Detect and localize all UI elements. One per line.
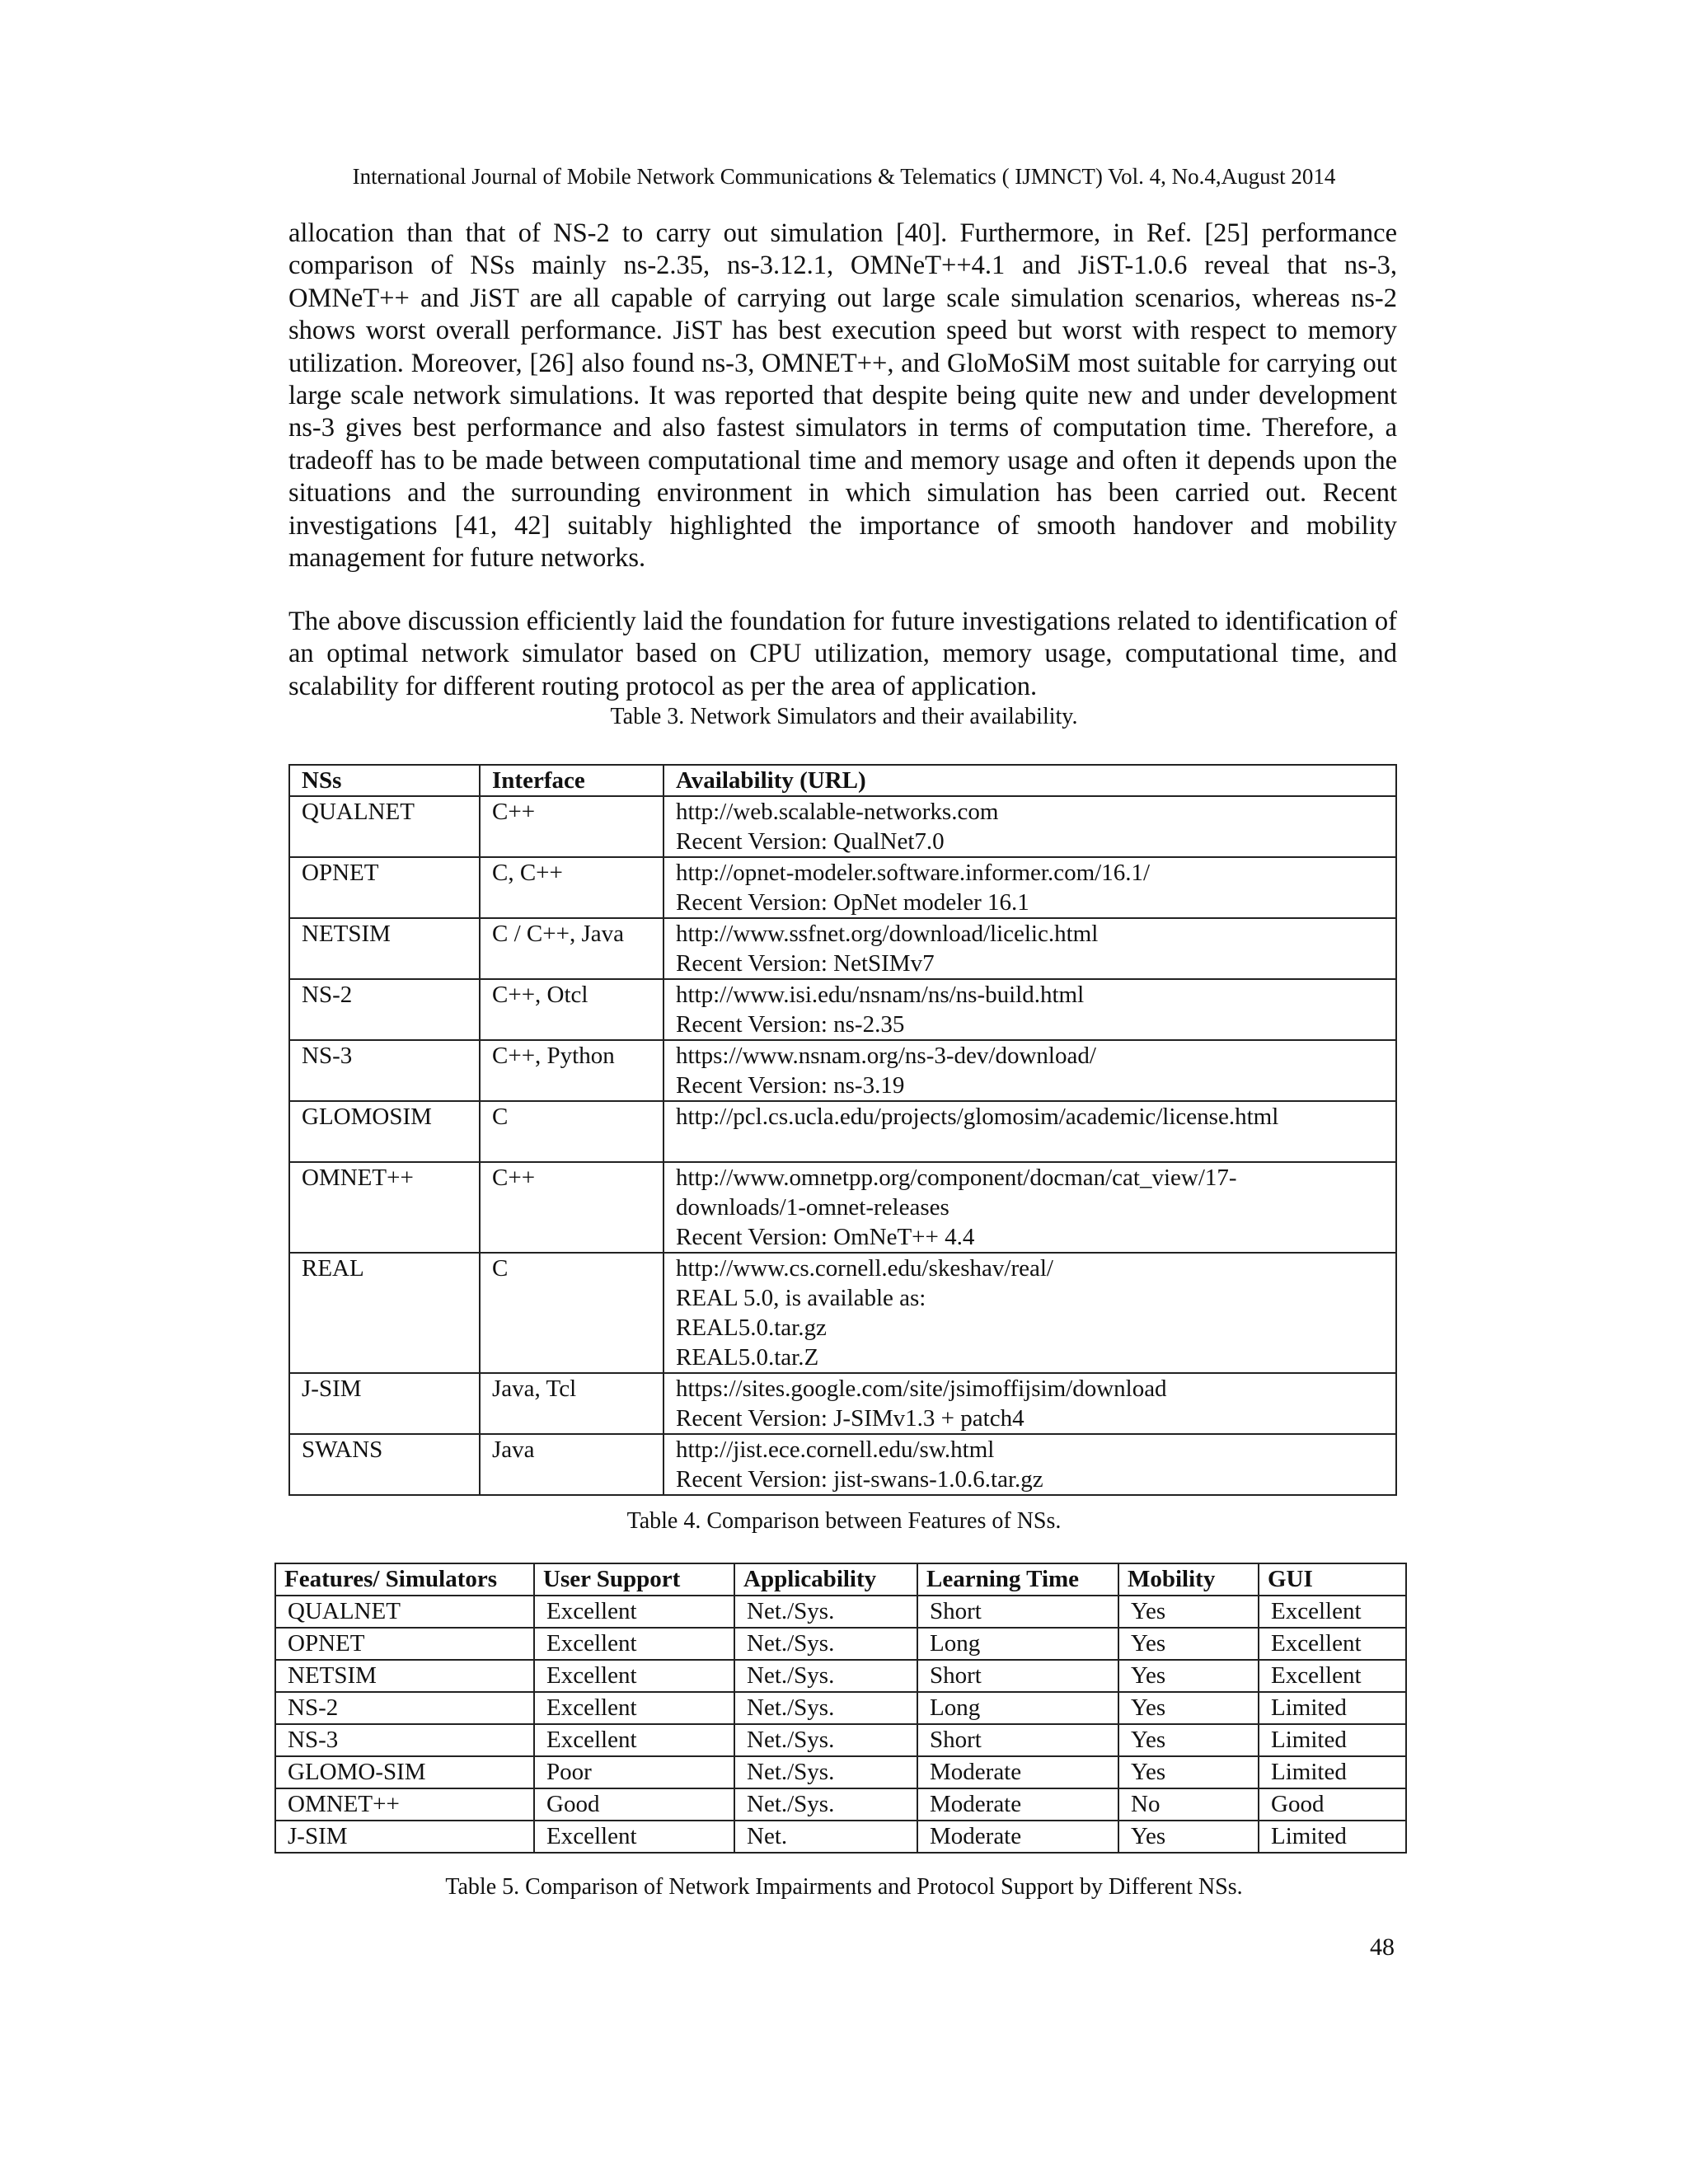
learning-time-cell: Long — [917, 1628, 1118, 1660]
availability-cell — [663, 1101, 1396, 1162]
interface-cell: C++ — [480, 796, 663, 857]
mobility-cell: Yes — [1118, 1692, 1259, 1724]
simulator-cell: NS-2 — [275, 1692, 534, 1724]
applicability-cell: Net./Sys. — [734, 1660, 917, 1692]
table4-caption: Table 4. Comparison between Features of NSs. — [626, 1508, 1062, 1534]
simulator-name-cell: OMNET++ — [289, 1162, 480, 1253]
availability-line: REAL 5.0, is available as: — [676, 1285, 926, 1311]
availability-line: http://www.isi.edu/nsnam/ns/ns-build.html — [676, 982, 1085, 1008]
interface-cell: C++ — [480, 1162, 663, 1253]
table4-header-learning-time: Learning Time — [917, 1563, 1118, 1596]
table4-row — [275, 1596, 1406, 1628]
availability-cell — [663, 1253, 1396, 1373]
table4-row — [275, 1724, 1406, 1756]
user-support-cell: Excellent — [534, 1596, 734, 1628]
table4-header-features: Features/ Simulators — [275, 1563, 534, 1596]
simulator-cell: QUALNET — [275, 1596, 534, 1628]
table3-header-ns: NSs — [289, 765, 480, 796]
interface-cell: C++, Otcl — [480, 979, 663, 1040]
table3-caption: Table 3. Network Simulators and their availability. — [610, 704, 1078, 729]
availability-cell — [663, 979, 1396, 1040]
learning-time-cell: Moderate — [917, 1821, 1118, 1853]
simulator-name-cell: NS-3 — [289, 1040, 480, 1101]
applicability-cell: Net./Sys. — [734, 1756, 917, 1788]
table4-row — [275, 1756, 1406, 1788]
table3-row — [289, 1434, 1396, 1495]
user-support-cell: Excellent — [534, 1660, 734, 1692]
availability-line: http://www.ssfnet.org/download/licelic.html — [676, 921, 1099, 947]
availability-line: Recent Version: OpNet modeler 16.1 — [676, 889, 1029, 916]
simulator-cell: OMNET++ — [275, 1788, 534, 1821]
interface-cell: C — [480, 1253, 663, 1373]
applicability-cell: Net. — [734, 1821, 917, 1853]
gui-cell: Limited — [1259, 1724, 1406, 1756]
user-support-cell: Excellent — [534, 1628, 734, 1660]
availability-line: Recent Version: jist-swans-1.0.6.tar.gz — [676, 1466, 1043, 1493]
availability-line: Recent Version: ns-3.19 — [676, 1072, 905, 1099]
availability-line: Recent Version: QualNet7.0 — [676, 828, 945, 855]
simulator-cell: NETSIM — [275, 1660, 534, 1692]
simulator-cell: NS-3 — [275, 1724, 534, 1756]
mobility-cell: Yes — [1118, 1724, 1259, 1756]
simulator-name-cell: NETSIM — [289, 918, 480, 979]
gui-cell: Excellent — [1259, 1596, 1406, 1628]
availability-cell — [663, 796, 1396, 857]
availability-line: Recent Version: ns-2.35 — [676, 1011, 905, 1038]
mobility-cell: No — [1118, 1788, 1259, 1821]
table4-row — [275, 1692, 1406, 1724]
user-support-cell: Good — [534, 1788, 734, 1821]
table3-row — [289, 979, 1396, 1040]
availability-cell — [663, 857, 1396, 918]
mobility-cell: Yes — [1118, 1660, 1259, 1692]
gui-cell: Excellent — [1259, 1628, 1406, 1660]
availability-line: http://jist.ece.cornell.edu/sw.html — [676, 1436, 995, 1463]
availability-line: https://sites.google.com/site/jsimoffijsim/download — [676, 1376, 1167, 1402]
user-support-cell: Poor — [534, 1756, 734, 1788]
table4-row — [275, 1628, 1406, 1660]
table4-row — [275, 1821, 1406, 1853]
table3-header-row — [289, 765, 1396, 796]
learning-time-cell: Short — [917, 1724, 1118, 1756]
body-paragraph-1: allocation than that of NS-2 to carry out simulation [40]. Furthermore, in Ref. [25] performance comparison of NSs mainly ns-2.35, ns-3.12.1, OMNeT++4.1 and JiST-1.0.6 reveal that ns-3, OMNeT++ and JiST are all capable of carrying out large scale simulation scenarios, whereas ns-2 shows worst overall performance. JiST has best execution speed but worst with respect to memory utilization. Moreover, [26] also found ns-3, OMNET++, and GloMoSiM most suitable for carrying out large scale network simulations. It was reported that despite being quite new and under development ns-3 gives best performance and also fastest simulators in terms of computation time. Therefore, a tradeoff has to be made between computational time and memory usage and often it depends upon the situations and the surrounding environment in which simulation has been carried out. Recent investigations [41, 42] suitably highlighted the importance of smooth handover and mobility management for future networks. — [288, 218, 1397, 574]
interface-cell: C, C++ — [480, 857, 663, 918]
gui-cell: Limited — [1259, 1821, 1406, 1853]
simulator-name-cell: J-SIM — [289, 1373, 480, 1434]
table5-caption: Table 5. Comparison of Network Impairments and Protocol Support by Different NSs. — [445, 1874, 1243, 1900]
table4-header-gui: GUI — [1259, 1563, 1406, 1596]
availability-line: http://pcl.cs.ucla.edu/projects/glomosim/academic/license.html — [676, 1104, 1279, 1130]
availability-cell — [663, 1373, 1396, 1434]
availability-line: Recent Version: OmNeT++ 4.4 — [676, 1224, 975, 1250]
table3-row — [289, 1253, 1396, 1373]
table3-network-simulators — [288, 764, 1397, 1496]
simulator-name-cell: NS-2 — [289, 979, 480, 1040]
learning-time-cell: Moderate — [917, 1788, 1118, 1821]
gui-cell: Good — [1259, 1788, 1406, 1821]
applicability-cell: Net./Sys. — [734, 1596, 917, 1628]
user-support-cell: Excellent — [534, 1724, 734, 1756]
gui-cell: Excellent — [1259, 1660, 1406, 1692]
learning-time-cell: Long — [917, 1692, 1118, 1724]
learning-time-cell: Moderate — [917, 1756, 1118, 1788]
interface-cell: C — [480, 1101, 663, 1162]
table4-header-row — [275, 1563, 1406, 1596]
table3-row — [289, 918, 1396, 979]
simulator-name-cell: QUALNET — [289, 796, 480, 857]
availability-line: REAL5.0.tar.gz — [676, 1315, 827, 1341]
table3-row — [289, 1101, 1396, 1162]
gui-cell: Limited — [1259, 1692, 1406, 1724]
table4-header-user-support: User Support — [534, 1563, 734, 1596]
mobility-cell: Yes — [1118, 1821, 1259, 1853]
body-paragraph-2: The above discussion efficiently laid the foundation for future investigations related to identification of an optimal network simulator based on CPU utilization, memory usage, computational time, and scalability for different routing protocol as per the area of application. — [288, 607, 1397, 701]
applicability-cell: Net./Sys. — [734, 1788, 917, 1821]
interface-cell: C / C++, Java — [480, 918, 663, 979]
table4-header-applicability: Applicability — [734, 1563, 917, 1596]
applicability-cell: Net./Sys. — [734, 1692, 917, 1724]
availability-line — [676, 1132, 1390, 1161]
interface-cell: C++, Python — [480, 1040, 663, 1101]
table4-header-mobility: Mobility — [1118, 1563, 1259, 1596]
table3-header-interface: Interface — [480, 765, 663, 796]
availability-line: Recent Version: J-SIMv1.3 + patch4 — [676, 1405, 1025, 1432]
table3-row — [289, 1373, 1396, 1434]
applicability-cell: Net./Sys. — [734, 1724, 917, 1756]
journal-header: International Journal of Mobile Network Communications & Telematics ( IJMNCT) Vol. 4, No.4,August 2014 — [352, 164, 1336, 189]
availability-line: http://www.omnetpp.org/component/docman/cat_view/17- — [676, 1165, 1237, 1191]
table3-row — [289, 1162, 1396, 1253]
availability-cell — [663, 1434, 1396, 1495]
mobility-cell: Yes — [1118, 1596, 1259, 1628]
table3-row — [289, 857, 1396, 918]
availability-line: Recent Version: NetSIMv7 — [676, 950, 935, 977]
simulator-name-cell: SWANS — [289, 1434, 480, 1495]
simulator-cell: GLOMO-SIM — [275, 1756, 534, 1788]
availability-cell — [663, 918, 1396, 979]
mobility-cell: Yes — [1118, 1756, 1259, 1788]
user-support-cell: Excellent — [534, 1692, 734, 1724]
table4-feature-comparison — [274, 1563, 1407, 1854]
user-support-cell: Excellent — [534, 1821, 734, 1853]
table3-row — [289, 796, 1396, 857]
interface-cell: Java — [480, 1434, 663, 1495]
simulator-name-cell: OPNET — [289, 857, 480, 918]
availability-cell — [663, 1040, 1396, 1101]
availability-line: downloads/1-omnet-releases — [676, 1194, 950, 1221]
table4-row — [275, 1788, 1406, 1821]
table4-row — [275, 1660, 1406, 1692]
interface-cell: Java, Tcl — [480, 1373, 663, 1434]
applicability-cell: Net./Sys. — [734, 1628, 917, 1660]
table3-header-availability: Availability (URL) — [663, 765, 1396, 796]
simulator-cell: J-SIM — [275, 1821, 534, 1853]
availability-line: http://opnet-modeler.software.informer.com/16.1/ — [676, 860, 1151, 886]
availability-line: https://www.nsnam.org/ns-3-dev/download/ — [676, 1043, 1096, 1069]
availability-line: http://web.scalable-networks.com — [676, 799, 999, 825]
gui-cell: Limited — [1259, 1756, 1406, 1788]
mobility-cell: Yes — [1118, 1628, 1259, 1660]
availability-line: http://www.cs.cornell.edu/skeshav/real/ — [676, 1255, 1053, 1282]
simulator-name-cell: GLOMOSIM — [289, 1101, 480, 1162]
simulator-name-cell: REAL — [289, 1253, 480, 1373]
availability-line: REAL5.0.tar.Z — [676, 1344, 819, 1371]
table3-row — [289, 1040, 1396, 1101]
availability-cell — [663, 1162, 1396, 1253]
learning-time-cell: Short — [917, 1660, 1118, 1692]
page-number: 48 — [1370, 1933, 1395, 1961]
simulator-cell: OPNET — [275, 1628, 534, 1660]
learning-time-cell: Short — [917, 1596, 1118, 1628]
